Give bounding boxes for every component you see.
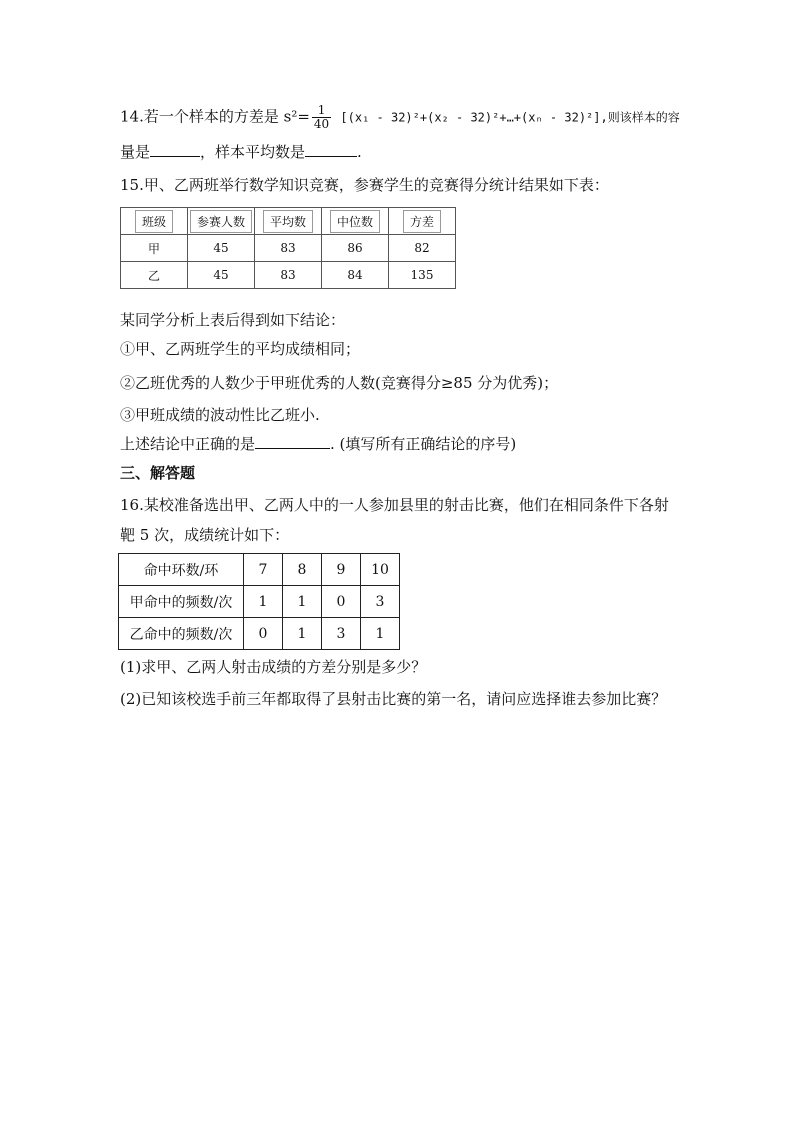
table-cell: 83 <box>255 235 322 262</box>
table-cell: 45 <box>188 235 255 262</box>
conclusion-2: ②乙班优秀的人数少于甲班优秀的人数(竞赛得分≥85 分为优秀)； <box>120 374 559 392</box>
fraction-denominator: 40 <box>313 117 330 131</box>
table-cell: 1 <box>283 586 322 618</box>
q14-text-a: 量是 <box>120 143 151 161</box>
answer-blank[interactable] <box>150 142 200 157</box>
table-header-cell: 班级 <box>121 208 188 235</box>
table-cell: 45 <box>188 262 255 289</box>
q14-prefix: 14.若一个样本的方差是 s²= <box>120 107 310 126</box>
class-score-table <box>120 207 456 289</box>
question-16-line-2: 靶 5 次，成绩统计如下： <box>120 526 290 544</box>
table-row <box>121 235 456 262</box>
table-cell: 乙命中的频数/次 <box>119 618 244 650</box>
question-16-line-1: 16.某校准备选出甲、乙两人中的一人参加县里的射击比赛，他们在相同条件下各射 <box>120 496 669 514</box>
sub-question-1: (1)求甲、乙两人射击成绩的方差分别是多少？ <box>120 658 427 676</box>
question-14-line-2 <box>120 141 362 163</box>
question-14-line-1 <box>120 104 680 131</box>
table-header-cell: 10 <box>361 554 400 586</box>
table-header-row <box>121 208 456 235</box>
table-cell: 3 <box>322 618 361 650</box>
table-cell: 甲命中的频数/次 <box>119 586 244 618</box>
table-cell: 1 <box>244 586 283 618</box>
fraction-numerator: 1 <box>312 104 331 118</box>
table-cell: 135 <box>389 262 456 289</box>
table-header-cell: 命中环数/环 <box>119 554 244 586</box>
table-header-cell: 方差 <box>389 208 456 235</box>
table-cell: 0 <box>322 586 361 618</box>
q14-text-c: . <box>357 143 362 161</box>
table-header-cell: 平均数 <box>255 208 322 235</box>
q15-answer-text-b: . (填写所有正确结论的序号) <box>330 435 517 453</box>
answer-blank[interactable] <box>255 434 330 449</box>
table-cell: 乙 <box>121 262 188 289</box>
sub-question-2: (2)已知该校选手前三年都取得了县射击比赛的第一名，请问应选择谁去参加比赛？ <box>120 690 667 708</box>
shooting-frequency-table <box>118 553 400 650</box>
section-title: 三、解答题 <box>120 464 196 482</box>
conclusion-1: ①甲、乙两班学生的平均成绩相同； <box>120 340 361 358</box>
table-cell: 1 <box>283 618 322 650</box>
table-row <box>121 262 456 289</box>
table-cell: 86 <box>322 235 389 262</box>
table-header-cell: 8 <box>283 554 322 586</box>
table-header-row <box>119 554 400 586</box>
q15-answer-line <box>120 433 516 455</box>
table-header-cell: 9 <box>322 554 361 586</box>
q14-text-b: ，样本平均数是 <box>200 143 306 161</box>
table-cell: 83 <box>255 262 322 289</box>
table-header-cell: 中位数 <box>322 208 389 235</box>
fraction <box>312 104 331 131</box>
table-header-cell: 7 <box>244 554 283 586</box>
table-row <box>119 586 400 618</box>
table-header-cell: 参赛人数 <box>188 208 255 235</box>
conclusion-3: ③甲班成绩的波动性比乙班小. <box>120 406 320 424</box>
answer-blank[interactable] <box>305 142 357 157</box>
q15-answer-text-a: 上述结论中正确的是 <box>120 435 256 453</box>
table-cell: 82 <box>389 235 456 262</box>
table-cell: 0 <box>244 618 283 650</box>
table-cell: 甲 <box>121 235 188 262</box>
table-cell: 84 <box>322 262 389 289</box>
analysis-text: 某同学分析上表后得到如下结论： <box>120 311 346 329</box>
table-cell: 3 <box>361 586 400 618</box>
q14-formula: [(x₁ - 32)²+(x₂ - 32)²+…+(xₙ - 32)²],则该样本的容 <box>333 110 680 125</box>
question-15-intro: 15.甲、乙两班举行数学知识竞赛，参赛学生的竞赛得分统计结果如下表： <box>120 176 609 194</box>
table-cell: 1 <box>361 618 400 650</box>
table-row <box>119 618 400 650</box>
